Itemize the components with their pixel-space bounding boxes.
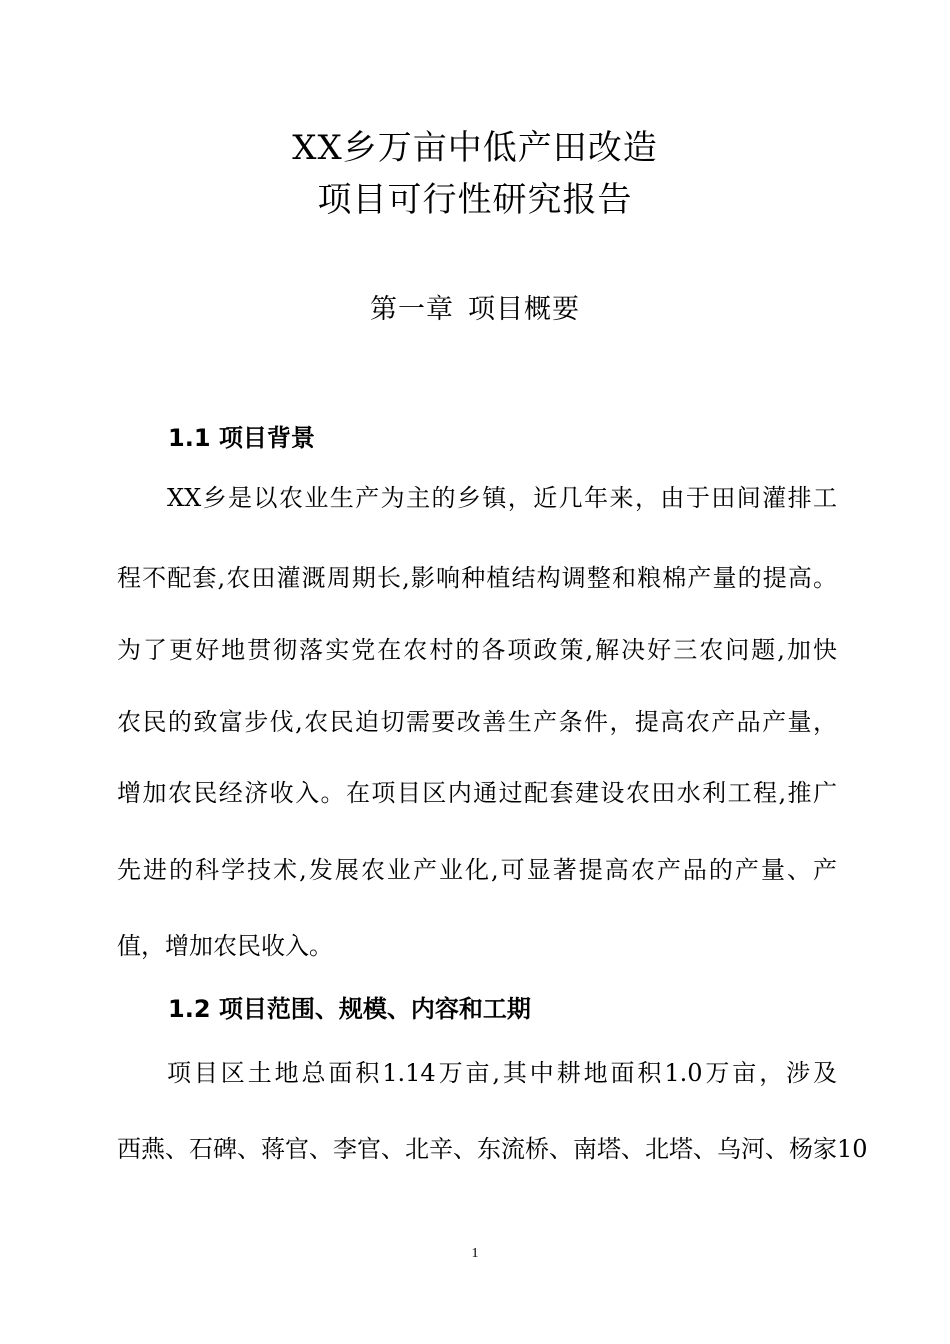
- chapter-heading: [0, 292, 950, 328]
- paragraph-line: 值，增加农民收入。: [117, 932, 333, 960]
- paragraph-line: XX乡是以农业生产为主的乡镇，近几年来，由于田间灌排工: [167, 484, 837, 512]
- chapter-number: 第一章: [370, 294, 454, 325]
- page-number: 1: [471, 1246, 479, 1261]
- document-title-line-2: 项目可行性研究报告: [317, 180, 633, 220]
- document-title-line-1: XX乡万亩中低产田改造: [292, 128, 658, 168]
- paragraph-line: 项目区土地总面积1.14万亩,其中耕地面积1.0万亩，涉及: [167, 1059, 837, 1087]
- paragraph-line: 西燕、石碑、蒋官、李官、北辛、东流桥、南塔、北塔、乌河、杨家10: [117, 1135, 868, 1163]
- paragraph-line: 为了更好地贯彻落实党在农村的各项政策,解决好三农问题,加快: [117, 636, 837, 664]
- section-1-1-heading: 1.1 项目背景: [168, 424, 315, 452]
- paragraph-line: 增加农民经济收入。在项目区内通过配套建设农田水利工程,推广: [117, 779, 837, 807]
- section-1-2-heading: 1.2 项目范围、规模、内容和工期: [168, 995, 531, 1023]
- paragraph-line: 农民的致富步伐,农民迫切需要改善生产条件，提高农产品产量，: [117, 708, 837, 736]
- paragraph-line: 程不配套,农田灌溉周期长,影响种植结构调整和粮棉产量的提高。: [117, 564, 837, 592]
- chapter-title: 项目概要: [468, 294, 580, 325]
- paragraph-line: 先进的科学技术,发展农业产业化,可显著提高农产品的产量、产: [117, 856, 837, 884]
